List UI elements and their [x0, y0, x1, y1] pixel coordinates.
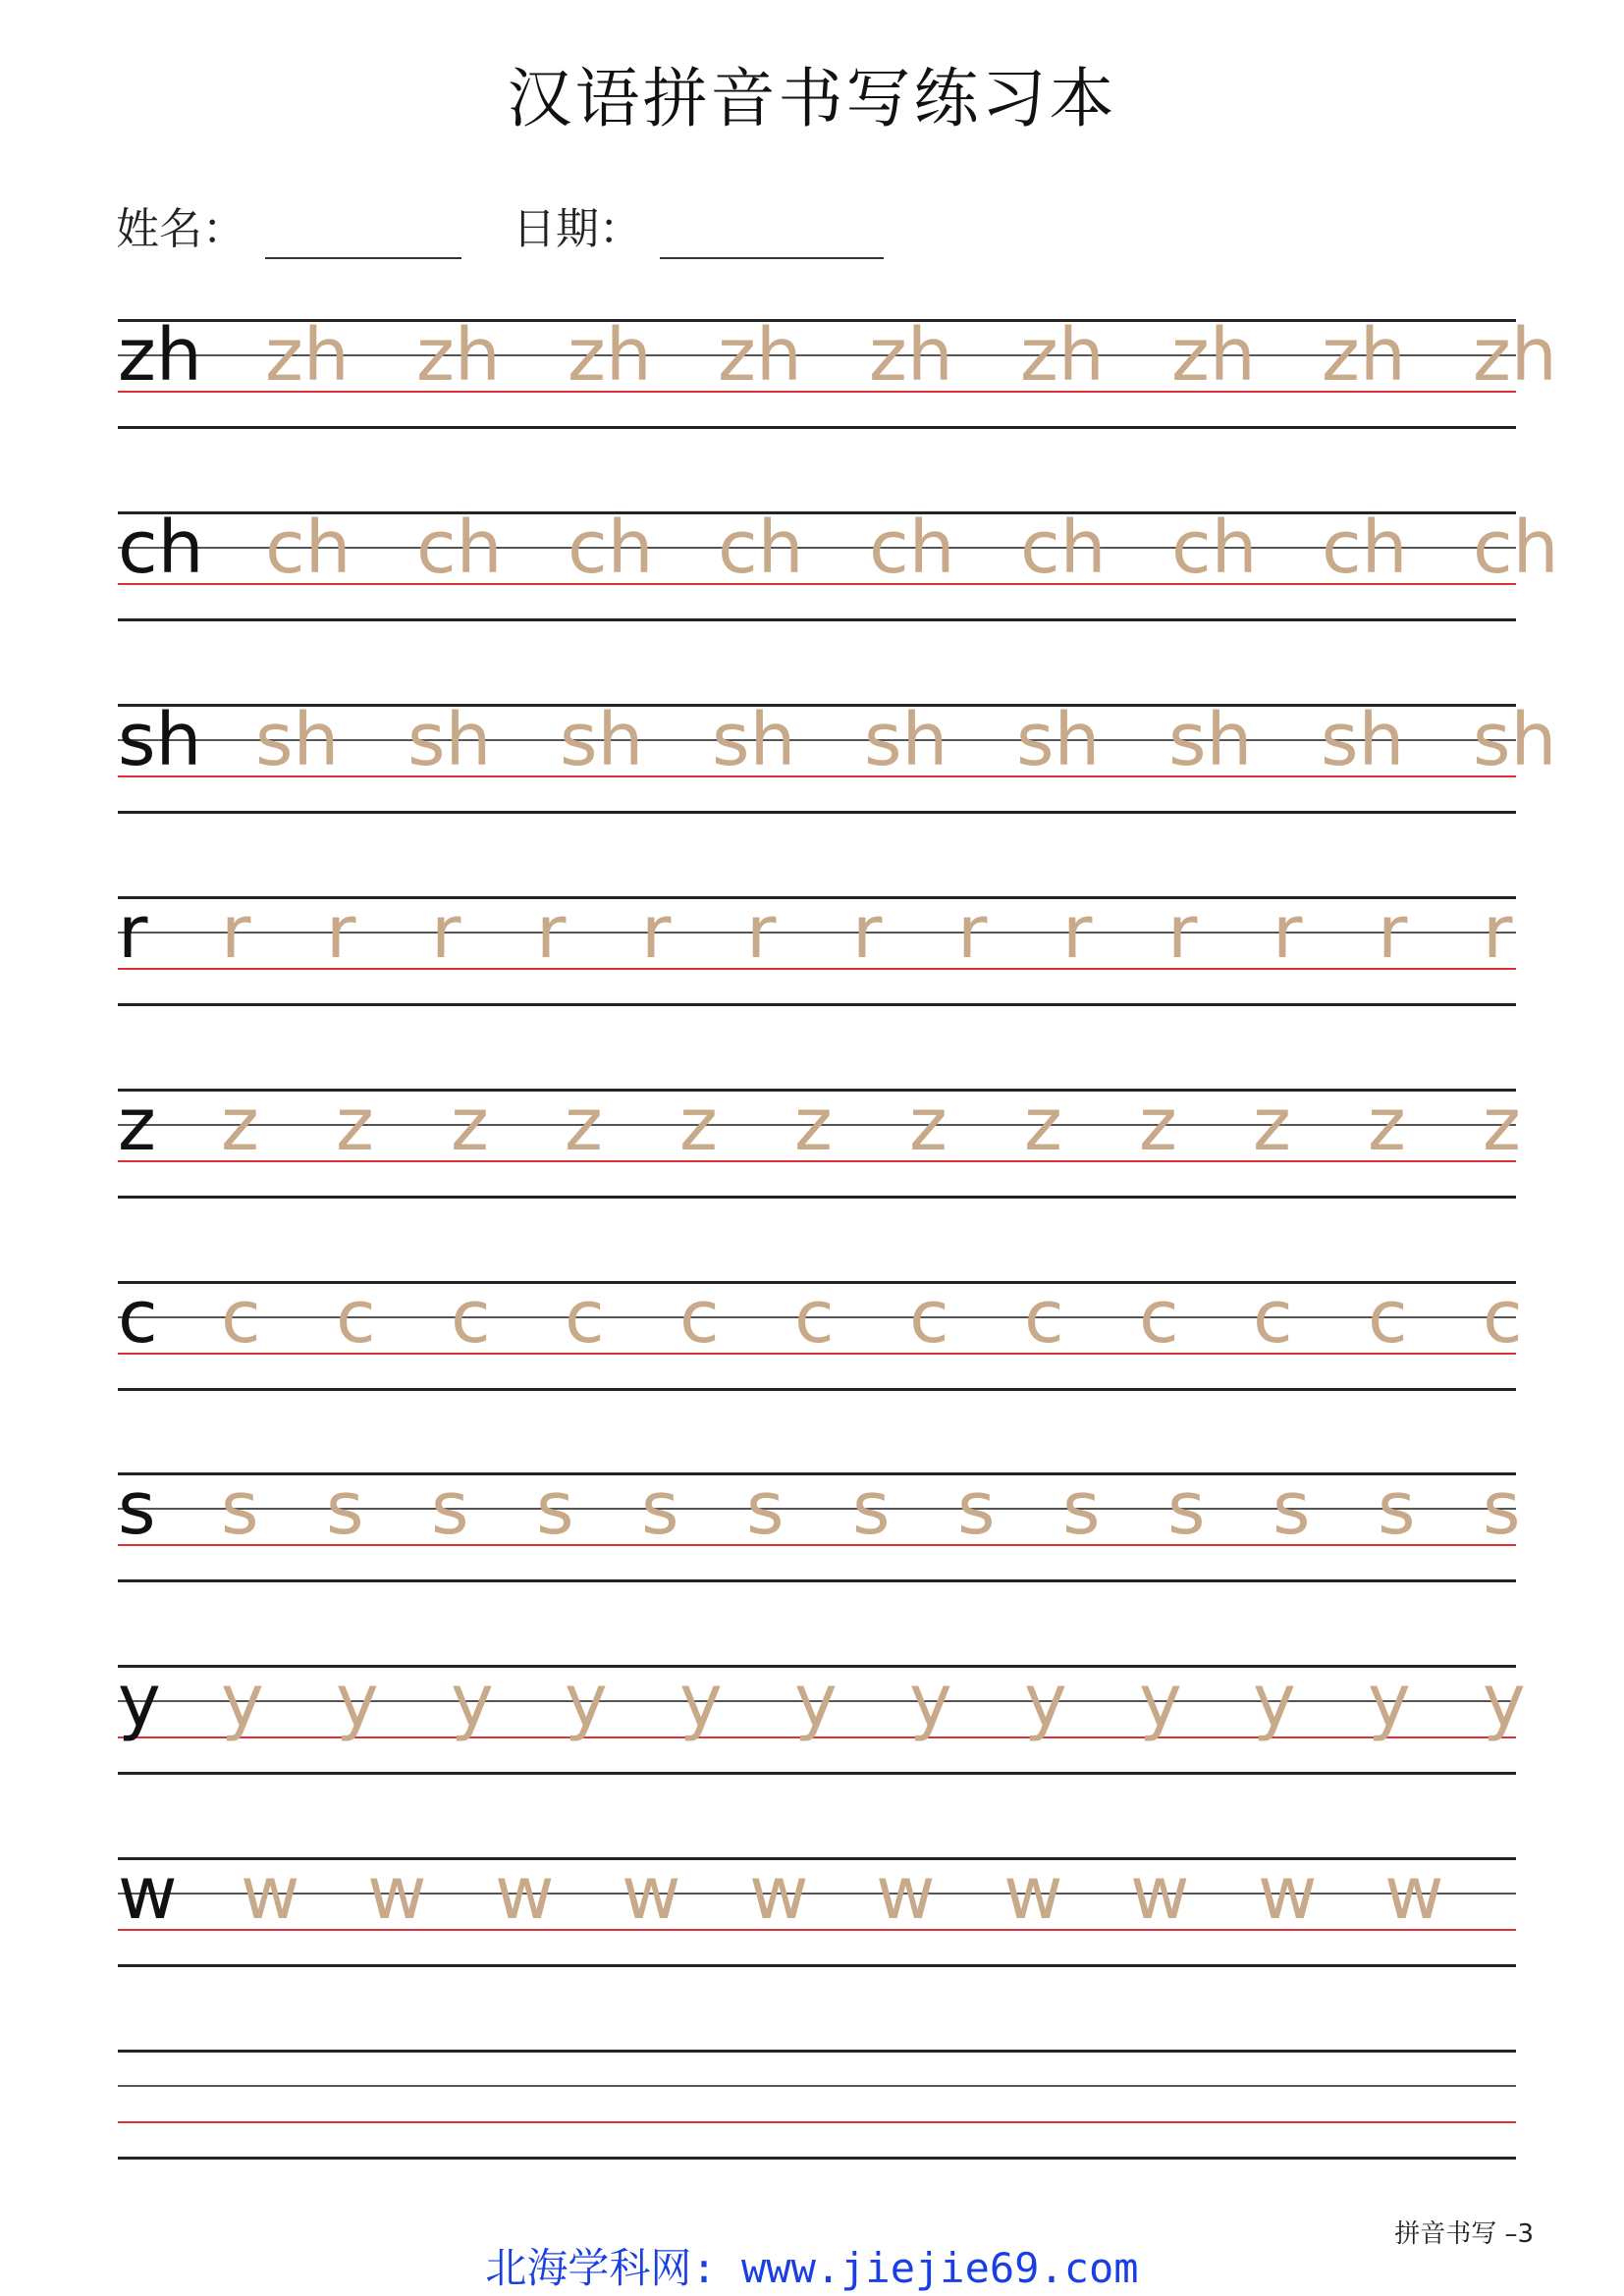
trace-letter: s: [221, 1467, 259, 1551]
trace-letter: z: [1368, 1083, 1406, 1167]
trace-letter: z: [679, 1083, 718, 1167]
trace-letter: s: [746, 1467, 785, 1551]
trace-letter: zh: [1473, 313, 1557, 398]
trace-letter: ch: [265, 506, 352, 590]
trace-letter: sh: [255, 698, 340, 782]
trace-letter: sh: [560, 698, 644, 782]
trace-letter: y: [1483, 1659, 1526, 1743]
trace-letter: r: [536, 890, 567, 975]
trace-letter: sh: [712, 698, 796, 782]
trace-letter: z: [221, 1083, 259, 1167]
trace-letter: w: [876, 1851, 936, 1936]
trace-letter: c: [565, 1275, 605, 1360]
writing-band[interactable]: [118, 313, 1557, 427]
page-number: 拼音书写 –3: [1394, 2219, 1534, 2249]
trace-letter: zh: [416, 313, 501, 398]
guide-line: [118, 2157, 1516, 2160]
trace-letter: s: [957, 1467, 996, 1551]
writing-band[interactable]: [118, 1851, 1516, 1965]
trace-letter: w: [749, 1851, 809, 1936]
date-field[interactable]: [660, 257, 884, 259]
model-letter: sh: [118, 698, 202, 782]
model-letter: w: [118, 1851, 178, 1936]
guide-line: [118, 426, 1516, 429]
writing-band[interactable]: [118, 506, 1559, 619]
trace-letter: c: [679, 1275, 720, 1360]
trace-letter: ch: [1473, 506, 1559, 590]
trace-letter: r: [957, 890, 988, 975]
trace-letter: r: [221, 890, 251, 975]
trace-letter: ch: [869, 506, 955, 590]
model-letter: z: [118, 1083, 156, 1167]
trace-letter: zh: [265, 313, 350, 398]
trace-letter: r: [852, 890, 883, 975]
trace-letter: c: [1253, 1275, 1293, 1360]
trace-letter: s: [641, 1467, 679, 1551]
trace-letter: s: [1483, 1467, 1521, 1551]
trace-letter: s: [431, 1467, 469, 1551]
guide-line: [118, 1579, 1516, 1582]
trace-letter: s: [1062, 1467, 1101, 1551]
model-letter: r: [118, 890, 148, 975]
trace-letter: r: [641, 890, 672, 975]
trace-letter: ch: [1322, 506, 1408, 590]
trace-letter: y: [451, 1659, 494, 1743]
model-letter: zh: [118, 313, 202, 398]
guide-line: [118, 2085, 1516, 2087]
trace-letter: c: [1024, 1275, 1064, 1360]
trace-letter: r: [1062, 890, 1093, 975]
trace-letter: z: [565, 1083, 603, 1167]
trace-letter: sh: [1473, 698, 1557, 782]
trace-letter: s: [852, 1467, 891, 1551]
trace-letter: c: [221, 1275, 261, 1360]
trace-letter: y: [336, 1659, 379, 1743]
guide-line: [118, 1964, 1516, 1967]
model-letter: y: [118, 1659, 161, 1743]
trace-letter: c: [1139, 1275, 1179, 1360]
guide-line: [118, 1388, 1516, 1391]
trace-letter: r: [431, 890, 461, 975]
writing-band[interactable]: [118, 1083, 1521, 1197]
trace-letter: w: [1003, 1851, 1063, 1936]
trace-letter: ch: [568, 506, 654, 590]
guide-line: [118, 811, 1516, 814]
trace-letter: y: [1253, 1659, 1296, 1743]
trace-letter: w: [622, 1851, 681, 1936]
model-letter: c: [118, 1275, 158, 1360]
trace-letter: sh: [1016, 698, 1101, 782]
guide-line: [118, 1003, 1516, 1006]
trace-letter: c: [336, 1275, 376, 1360]
name-label: 姓名：: [116, 204, 245, 254]
trace-letter: r: [326, 890, 356, 975]
guide-line: [118, 2121, 1516, 2123]
trace-letter: sh: [864, 698, 948, 782]
guide-line: [118, 2050, 1516, 2053]
trace-letter: z: [1139, 1083, 1177, 1167]
writing-band[interactable]: [118, 2050, 1516, 2158]
trace-letter: c: [1483, 1275, 1523, 1360]
trace-letter: zh: [1322, 313, 1406, 398]
guide-line: [118, 618, 1516, 621]
trace-letter: sh: [1321, 698, 1405, 782]
trace-letter: y: [794, 1659, 838, 1743]
trace-letter: z: [1024, 1083, 1062, 1167]
trace-letter: y: [1139, 1659, 1182, 1743]
trace-letter: s: [1272, 1467, 1311, 1551]
watermark: 北海学科网: www.jiejie69.com: [485, 2244, 1139, 2292]
trace-letter: z: [909, 1083, 947, 1167]
trace-letter: r: [746, 890, 777, 975]
trace-letter: r: [1483, 890, 1513, 975]
trace-letter: w: [1384, 1851, 1444, 1936]
page-title: 汉语拼音书写练习本: [507, 61, 1117, 136]
model-letter: s: [118, 1467, 156, 1551]
trace-letter: w: [1130, 1851, 1190, 1936]
trace-letter: w: [1258, 1851, 1318, 1936]
trace-letter: y: [1024, 1659, 1067, 1743]
trace-letter: s: [326, 1467, 364, 1551]
trace-letter: c: [909, 1275, 949, 1360]
trace-letter: w: [241, 1851, 300, 1936]
trace-letter: c: [794, 1275, 835, 1360]
trace-letter: zh: [718, 313, 802, 398]
trace-letter: zh: [1020, 313, 1105, 398]
trace-letter: s: [536, 1467, 574, 1551]
guide-line: [118, 1772, 1516, 1775]
trace-letter: r: [1378, 890, 1408, 975]
model-letter: ch: [118, 506, 204, 590]
trace-letter: y: [221, 1659, 264, 1743]
trace-letter: ch: [718, 506, 804, 590]
trace-letter: z: [1253, 1083, 1291, 1167]
trace-letter: w: [495, 1851, 555, 1936]
trace-letter: y: [565, 1659, 608, 1743]
writing-band[interactable]: [118, 1275, 1523, 1389]
trace-letter: y: [679, 1659, 723, 1743]
trace-letter: z: [336, 1083, 374, 1167]
name-field[interactable]: [265, 257, 461, 259]
trace-letter: sh: [407, 698, 492, 782]
trace-letter: c: [451, 1275, 491, 1360]
writing-band[interactable]: [118, 698, 1557, 812]
trace-letter: w: [367, 1851, 427, 1936]
trace-letter: z: [451, 1083, 489, 1167]
trace-letter: sh: [1168, 698, 1253, 782]
trace-letter: y: [1368, 1659, 1411, 1743]
trace-letter: ch: [1171, 506, 1258, 590]
trace-letter: zh: [568, 313, 652, 398]
trace-letter: c: [1368, 1275, 1408, 1360]
trace-letter: zh: [869, 313, 953, 398]
trace-letter: ch: [1020, 506, 1107, 590]
trace-letter: ch: [416, 506, 503, 590]
trace-letter: z: [794, 1083, 833, 1167]
writing-band[interactable]: [118, 1467, 1521, 1580]
writing-band[interactable]: [118, 890, 1516, 1004]
trace-letter: s: [1378, 1467, 1416, 1551]
trace-letter: r: [1167, 890, 1198, 975]
trace-letter: r: [1272, 890, 1303, 975]
trace-letter: s: [1167, 1467, 1206, 1551]
writing-band[interactable]: [118, 1659, 1526, 1773]
guide-line: [118, 1196, 1516, 1199]
trace-letter: z: [1483, 1083, 1521, 1167]
trace-letter: y: [909, 1659, 952, 1743]
date-label: 日期：: [513, 204, 642, 254]
trace-letter: zh: [1171, 313, 1256, 398]
